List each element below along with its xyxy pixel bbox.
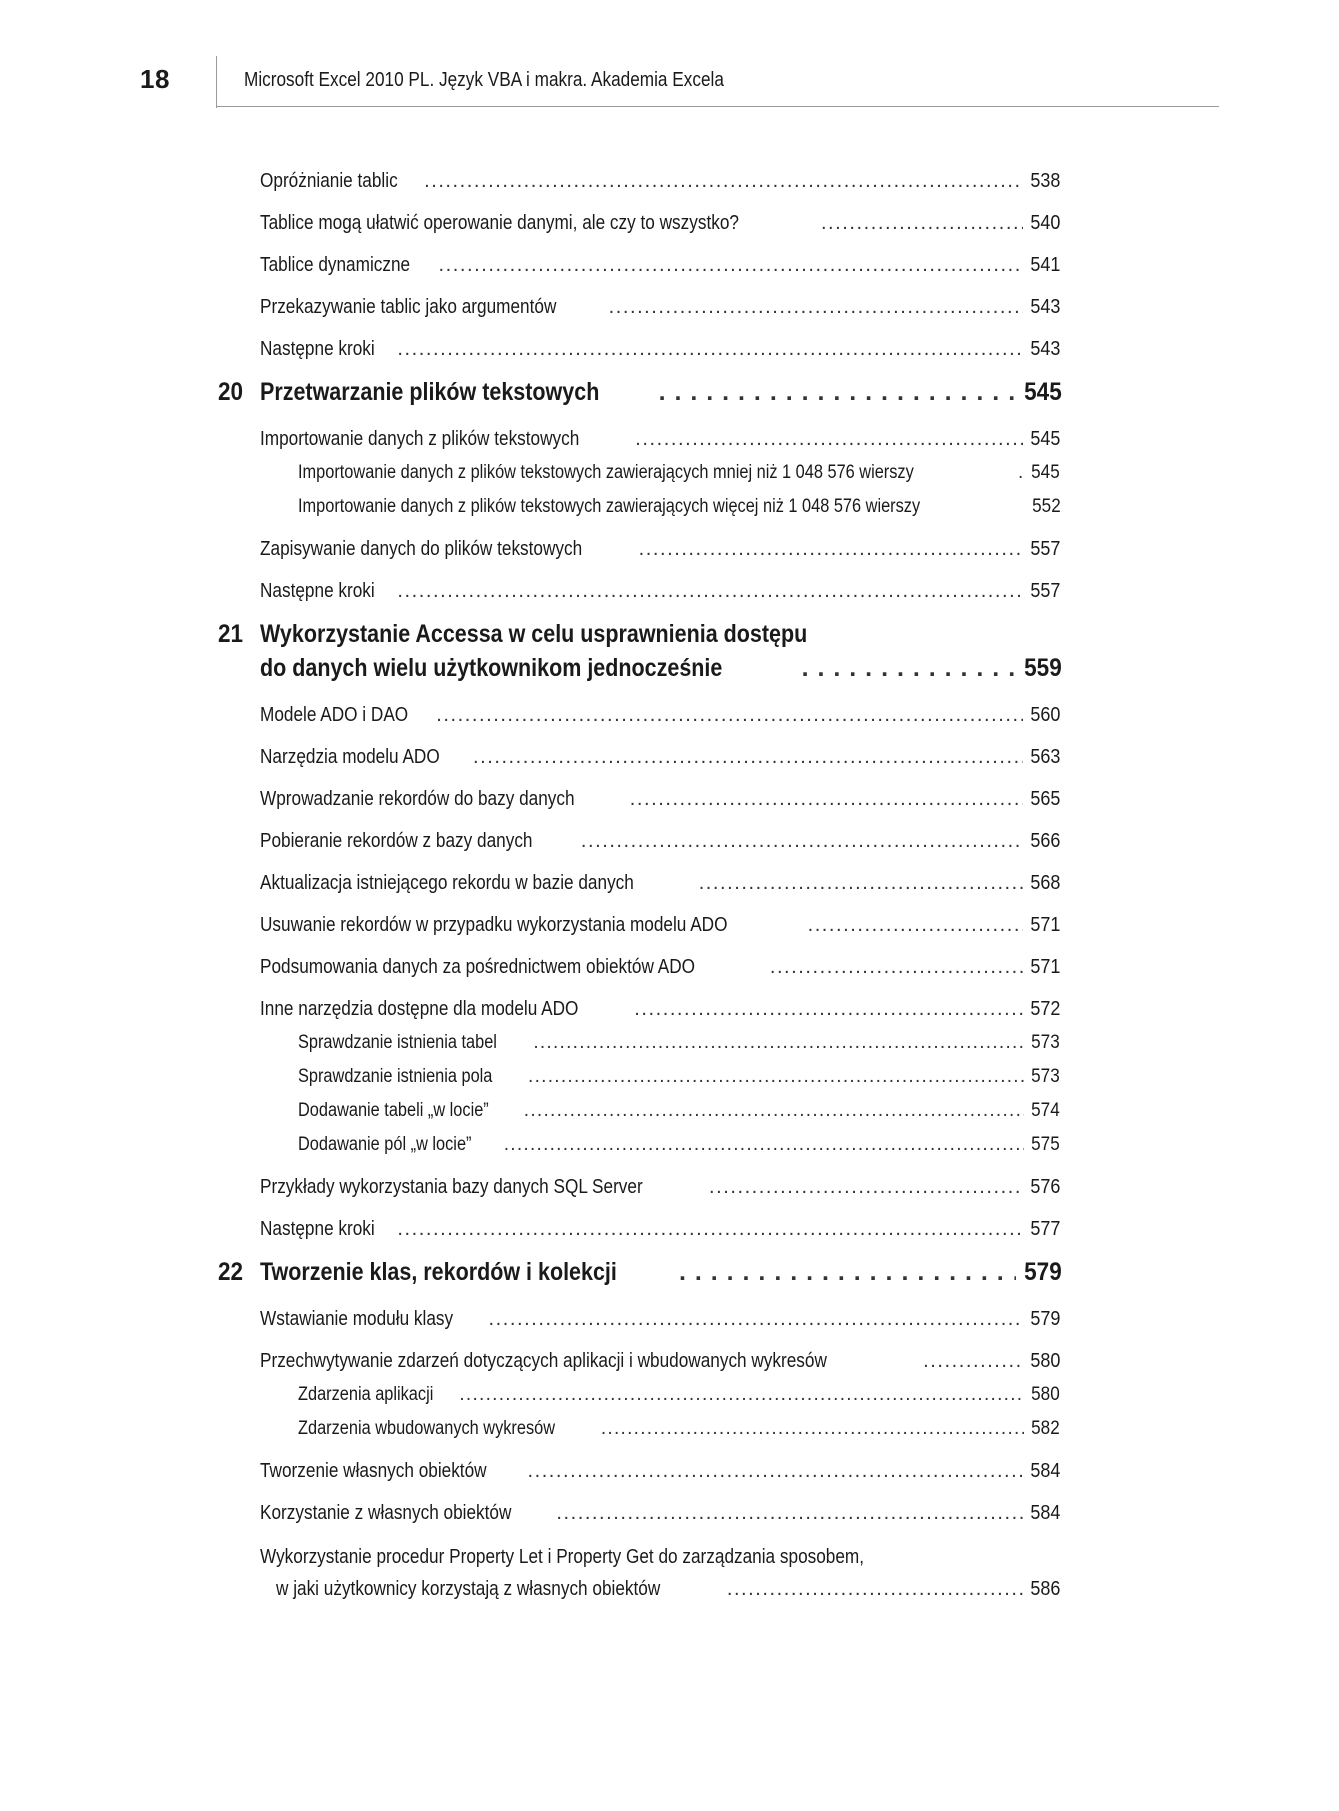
toc-entry-title: Tworzenie własnych obiektów <box>260 1460 487 1482</box>
toc-entry-title-line1: Wykorzystanie procedur Property Let i Property Get do zarządzania sposobem, <box>260 1546 865 1568</box>
toc-entry-page: 565 <box>1029 788 1060 810</box>
toc-leader-dots <box>528 1066 1024 1088</box>
chapter-number: 21 <box>218 620 244 648</box>
toc-entry <box>260 338 1060 364</box>
toc-entry-page: 543 <box>1029 338 1060 360</box>
chapter-title-line1: Wykorzystanie Accessa w celu usprawnienia dostępu <box>260 620 808 648</box>
toc-entry-title: Zdarzenia aplikacji <box>298 1384 434 1405</box>
toc-entry-title: Tablice mogą ułatwić operowanie danymi, ale czy to wszystko? <box>260 212 739 234</box>
toc-entry-page: 572 <box>1029 998 1060 1020</box>
toc-leader-dots <box>489 1308 1023 1331</box>
header-divider-horizontal <box>216 106 1219 107</box>
toc-entry-title: Przekazywanie tablic jako argumentów <box>260 296 557 318</box>
toc-leader-dots <box>630 788 1023 811</box>
toc-subentry <box>298 1134 1060 1158</box>
toc-entry-title: Sprawdzanie istnienia tabel <box>298 1032 497 1053</box>
toc-entry-title: Następne kroki <box>260 338 375 360</box>
toc-entry-page: 571 <box>1029 914 1060 936</box>
toc-entry <box>260 788 1060 814</box>
chapter-title: Tworzenie klas, rekordów i kolekcji <box>260 1258 617 1286</box>
toc-entry-page: 545 <box>1029 428 1060 450</box>
toc-leader-dots <box>635 428 1022 451</box>
toc-entry-page: 541 <box>1029 254 1060 276</box>
toc-entry-title: Korzystanie z własnych obiektów <box>260 1502 512 1524</box>
toc-chapter <box>218 620 896 652</box>
toc-entry-continuation <box>276 1578 1060 1604</box>
toc-entry-title: Podsumowania danych za pośrednictwem obiektów ADO <box>260 956 696 978</box>
toc-entry-title-line2: w jaki użytkownicy korzystają z własnych obiektów <box>276 1578 661 1600</box>
toc-entry <box>260 1218 1060 1244</box>
toc-leader-dots <box>808 914 1023 937</box>
toc-entry <box>260 704 1060 730</box>
toc-entry-page: 543 <box>1029 296 1060 318</box>
toc-entry <box>260 428 1060 454</box>
toc-leader-dots <box>659 378 1017 407</box>
toc-leader-dots <box>770 956 1023 979</box>
chapter-number: 20 <box>218 378 244 406</box>
toc-entry <box>260 170 1060 196</box>
toc-entry <box>260 296 1060 322</box>
toc-entry <box>260 1460 1060 1486</box>
header-divider-vertical <box>216 56 217 108</box>
book-title: Microsoft Excel 2010 PL. Język VBA i makra. Akademia Excela <box>244 69 724 91</box>
toc-leader-dots <box>1018 462 1024 484</box>
toc-entry-page: 580 <box>1031 1384 1060 1405</box>
toc-leader-dots <box>581 830 1023 853</box>
toc-entry <box>260 956 1060 982</box>
toc-entry <box>260 1502 1060 1528</box>
toc-subentry <box>298 1032 1060 1056</box>
page-number: 18 <box>140 64 170 94</box>
toc-entry <box>260 1350 1060 1376</box>
toc-chapter-continuation <box>260 654 1062 686</box>
toc-entry-title: Zdarzenia wbudowanych wykresów <box>298 1418 556 1439</box>
toc-entry-title: Dodawanie tabeli „w locie” <box>298 1100 489 1121</box>
toc-leader-dots <box>802 654 1017 683</box>
toc-entry-page: 586 <box>1029 1578 1060 1600</box>
chapter-page: 545 <box>1024 378 1062 406</box>
toc-subentry <box>298 1418 1060 1442</box>
toc-leader-dots <box>699 872 1023 895</box>
toc-entry-page: 573 <box>1031 1032 1060 1053</box>
toc-entry-page: 540 <box>1029 212 1060 234</box>
toc-entry <box>260 580 1060 606</box>
toc-entry-page: 563 <box>1029 746 1060 768</box>
toc-subentry <box>298 1384 1060 1408</box>
toc-entry-page: 574 <box>1031 1100 1060 1121</box>
running-header <box>0 0 1339 110</box>
toc-entry-title: Importowanie danych z plików tekstowych zawierających mniej niż 1 048 576 wierszy <box>298 462 914 483</box>
toc-chapter <box>218 1258 1062 1290</box>
toc-entry-page: 566 <box>1029 830 1060 852</box>
toc-entry-title: Przechwytywanie zdarzeń dotyczących aplikacji i wbudowanych wykresów <box>260 1350 827 1372</box>
toc-entry-title: Narzędzia modelu ADO <box>260 746 440 768</box>
toc-entry-page: 571 <box>1029 956 1060 978</box>
toc-leader-dots <box>527 1460 1022 1483</box>
toc-entry-page: 579 <box>1029 1308 1060 1330</box>
toc-leader-dots <box>601 1418 1024 1440</box>
toc-entry-title: Pobieranie rekordów z bazy danych <box>260 830 533 852</box>
toc-subentry <box>298 496 1060 520</box>
chapter-page: 559 <box>1024 654 1062 682</box>
toc-entry-page: 573 <box>1031 1066 1060 1087</box>
toc-entry <box>260 830 1060 856</box>
toc-entry-title: Opróżnianie tablic <box>260 170 398 192</box>
toc-leader-dots <box>679 1258 1016 1287</box>
toc-subentry <box>298 462 1060 486</box>
toc-entry-page: 557 <box>1029 538 1060 560</box>
toc-leader-dots <box>727 1578 1023 1601</box>
toc-leader-dots <box>424 170 1023 193</box>
toc-entry <box>260 1308 1060 1334</box>
toc-entry-page: 576 <box>1029 1176 1060 1198</box>
toc-leader-dots <box>923 1350 1022 1373</box>
toc-entry <box>260 998 1060 1024</box>
toc-entry-title: Tablice dynamiczne <box>260 254 411 276</box>
toc-entry-page: 580 <box>1029 1350 1060 1372</box>
toc-leader-dots <box>533 1032 1024 1054</box>
toc-entry-page: 557 <box>1029 580 1060 602</box>
toc-entry <box>260 212 1060 238</box>
toc-entry-title: Zapisywanie danych do plików tekstowych <box>260 538 583 560</box>
toc-entry-title: Aktualizacja istniejącego rekordu w bazie danych <box>260 872 634 894</box>
toc-leader-dots <box>397 338 1022 361</box>
toc-entry-title: Modele ADO i DAO <box>260 704 409 726</box>
toc-entry-page: 582 <box>1031 1418 1060 1439</box>
chapter-title: Przetwarzanie plików tekstowych <box>260 378 600 406</box>
toc-entry-title: Wprowadzanie rekordów do bazy danych <box>260 788 575 810</box>
toc-leader-dots <box>609 296 1023 319</box>
toc-leader-dots <box>821 212 1023 235</box>
toc-leader-dots <box>459 1384 1024 1406</box>
toc-entry-title: Importowanie danych z plików tekstowych <box>260 428 580 450</box>
toc-leader-dots <box>634 998 1022 1021</box>
toc-entry-title: Sprawdzanie istnienia pola <box>298 1066 493 1087</box>
toc-leader-dots <box>473 746 1023 769</box>
toc-entry <box>260 914 1060 940</box>
toc-entry-page: 552 <box>1032 496 1062 517</box>
toc-entry <box>260 538 1060 564</box>
toc-entry-page: 575 <box>1031 1134 1060 1155</box>
chapter-title-line2: do danych wielu użytkownikom jednocześnie <box>260 654 723 682</box>
toc-entry-page: 545 <box>1031 462 1060 483</box>
toc-entry-page: 568 <box>1029 872 1060 894</box>
toc-leader-dots <box>397 580 1022 603</box>
toc-entry-title: Przykłady wykorzystania bazy danych SQL Server <box>260 1176 643 1198</box>
toc-entry-title: Następne kroki <box>260 580 375 602</box>
toc-leader-dots <box>504 1134 1025 1156</box>
toc-subentry <box>298 1100 1060 1124</box>
toc-leader-dots <box>709 1176 1023 1199</box>
toc-leader-dots <box>439 254 1023 277</box>
toc-entry <box>260 1176 1060 1202</box>
toc-entry <box>260 746 1060 772</box>
toc-entry-title: Wstawianie modułu klasy <box>260 1308 454 1330</box>
chapter-page: 579 <box>1024 1258 1062 1286</box>
toc-entry-page: 560 <box>1029 704 1060 726</box>
toc-chapter <box>218 378 1062 410</box>
toc-leader-dots <box>639 538 1023 561</box>
chapter-number: 22 <box>218 1258 244 1286</box>
toc-entry-title: Importowanie danych z plików tekstowych zawierających więcej niż 1 048 576 wierszy <box>298 496 921 517</box>
toc-leader-dots <box>397 1218 1022 1241</box>
toc-entry-page: 538 <box>1029 170 1060 192</box>
toc-entry-title: Dodawanie pól „w locie” <box>298 1134 472 1155</box>
toc-entry-page: 577 <box>1029 1218 1060 1240</box>
toc-leader-dots <box>436 704 1022 727</box>
toc-entry <box>260 872 1060 898</box>
toc-entry-title: Usuwanie rekordów w przypadku wykorzystania modelu ADO <box>260 914 728 936</box>
toc-leader-dots <box>556 1502 1022 1525</box>
toc-subentry <box>298 1066 1060 1090</box>
toc-entry-title: Następne kroki <box>260 1218 375 1240</box>
toc-entry-title: Inne narzędzia dostępne dla modelu ADO <box>260 998 579 1020</box>
toc-leader-dots <box>524 1100 1025 1122</box>
toc-entry <box>260 254 1060 280</box>
toc-entry-page: 584 <box>1029 1460 1060 1482</box>
toc-entry-page: 584 <box>1029 1502 1060 1524</box>
